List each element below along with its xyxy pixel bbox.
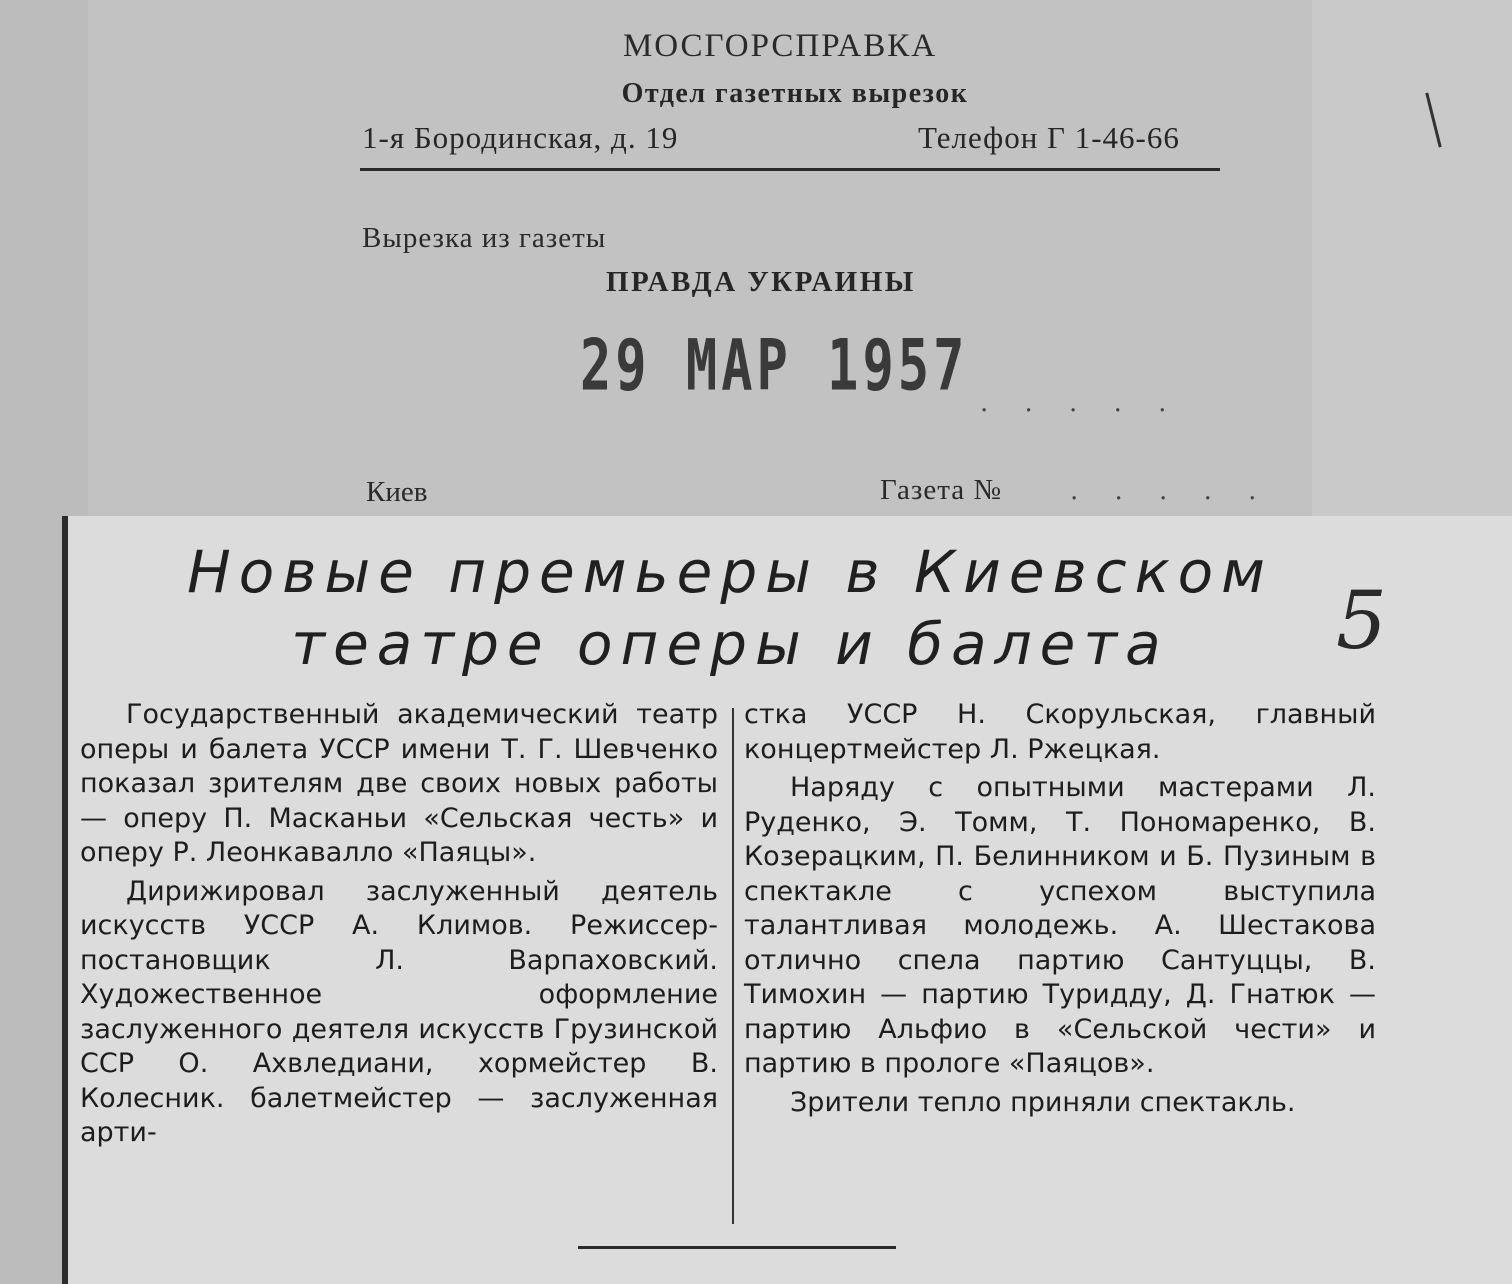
paragraph: Государственный академический театр оперы и балета УССР имени Т. Г. Шевченко показал зрителям две своих новых работы — оперу П. Масканьи «Сельская честь» и оперу Р. Леонкавалло «Паяцы». xyxy=(80,699,718,868)
paragraph: стка УССР Н. Скорульская, главный концертмейстер Л. Ржецкая. xyxy=(744,699,1376,765)
paragraph: Зрители тепло приняли спектакль. xyxy=(790,1086,1296,1118)
handwritten-number: 5 xyxy=(1336,574,1387,667)
newspaper-name: ПРАВДА УКРАИНЫ xyxy=(606,266,916,298)
address: 1-я Бородинская, д. 19 xyxy=(362,120,679,155)
article-column-left xyxy=(80,698,718,1155)
article-column-right xyxy=(744,698,1376,1124)
article-end-rule xyxy=(578,1246,896,1249)
article-headline xyxy=(0,536,1460,680)
paragraph: Наряду с опытными мастерами Л. Руденко, Э. Томм, Т. Пономаренко, В. Козерацким, П. Белинником и Б. Пузиным в спектакле с успехом выступила талантливая молодежь. А. Шестакова отлично спела партию Сантуццы, В. Тимохин — партию Туридду, Д. Гнатюк — партию Альфио в «Сельской чести» и партию в прологе «Паяцов». xyxy=(744,772,1376,1079)
column-divider xyxy=(732,708,734,1224)
city-name: Киев xyxy=(366,476,428,508)
paragraph: Дирижировал заслуженный деятель искусств УССР А. Климов. Режиссер-постановщик Л. Варпаховский. Художественное оформление заслуженного деятеля искусств Грузинской ССР О. Ахвледиани, хормейстер В. Колесник. балетмейстер — заслуженная арти- xyxy=(80,875,718,1148)
issue-number-label: Газета № xyxy=(880,474,1003,506)
headline-line-1: Новые премьеры в Киевском xyxy=(187,538,1273,606)
date-stamp: 29 МАР 1957 xyxy=(580,326,969,407)
headline-line-2: театре оперы и балета xyxy=(291,610,1169,678)
phone-number: Телефон Г 1-46-66 xyxy=(918,120,1180,155)
department-name: Отдел газетных вырезок xyxy=(621,78,969,109)
date-dots: . . . . . xyxy=(980,388,1181,418)
clipping-label: Вырезка из газеты xyxy=(362,222,607,254)
organization-name: МОСГОРСПРАВКА xyxy=(622,28,938,64)
issue-dots: . . . . . xyxy=(1070,476,1271,506)
header-divider xyxy=(360,168,1220,171)
